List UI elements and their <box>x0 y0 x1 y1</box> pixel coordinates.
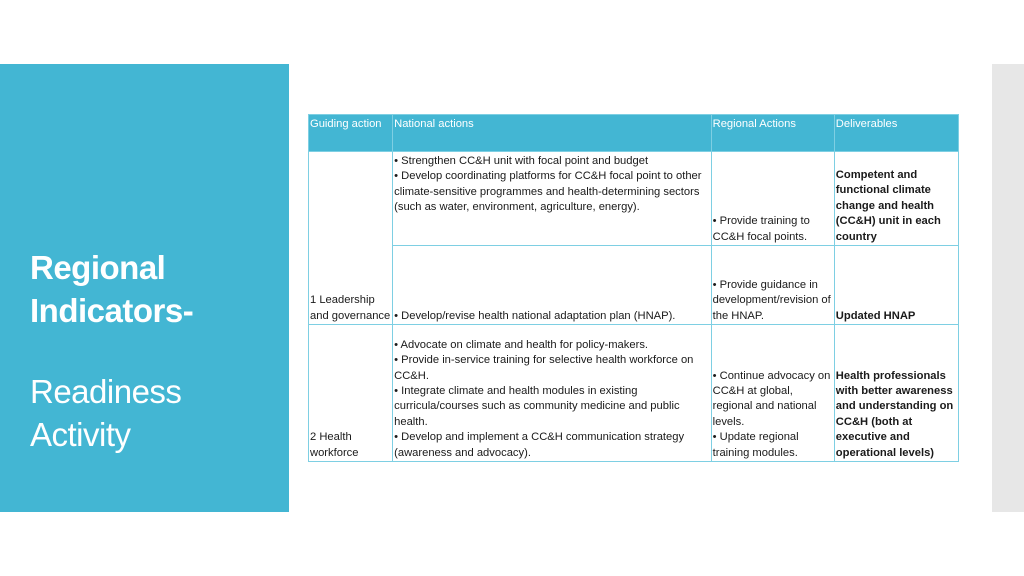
list-item: • Develop coordinating platforms for CC&H focal point to other climate-sensitive programmes and health-determining sectors (such as water, environment, agriculture, energy). <box>394 170 702 214</box>
list-item: • Develop and implement a CC&H communication strategy (awareness and advocacy). <box>394 431 685 459</box>
header-deliverables: Deliverables <box>834 115 958 152</box>
header-guiding-action: Guiding action <box>309 115 393 152</box>
cell-national-actions <box>393 152 711 246</box>
table-row <box>309 152 959 246</box>
slide-title-line2: Indicators- <box>30 292 194 329</box>
cell-national-actions <box>393 325 711 462</box>
cell-national-actions <box>393 246 711 325</box>
slide-subtitle-line2: Activity <box>30 416 131 453</box>
table-row <box>309 325 959 462</box>
list-item: • Develop/revise health national adaptation plan (HNAP). <box>394 309 676 322</box>
slide-subtitle <box>30 370 181 456</box>
list-item: • Provide in-service training for selective health workforce on CC&H. <box>394 354 694 382</box>
header-regional-actions: Regional Actions <box>711 115 834 152</box>
indicators-table <box>308 114 959 462</box>
list-item: • Strengthen CC&H unit with focal point and budget <box>394 155 649 167</box>
list-item: • Advocate on climate and health for policy-makers. <box>394 338 649 351</box>
table-header-row <box>309 115 959 152</box>
table-row <box>309 246 959 325</box>
cell-guiding-action: 2 Health workforce <box>309 325 393 462</box>
list-item: • Continue advocacy on CC&H at global, regional and national levels. <box>712 369 831 428</box>
cell-deliverable: Updated HNAP <box>834 246 958 325</box>
cell-regional-actions <box>711 152 834 246</box>
cell-guiding-action: 1 Leadership and governance <box>309 152 393 325</box>
slide-title <box>30 246 193 332</box>
list-item: • Provide guidance in development/revision of the HNAP. <box>712 278 831 322</box>
list-item: • Update regional training modules. <box>712 431 799 459</box>
list-item: • Integrate climate and health modules in existing curricula/courses such as community medicine and public health. <box>394 384 680 428</box>
cell-deliverable: Health professionals with better awareness and understanding on CC&H (both at executive and operational levels) <box>834 325 958 462</box>
list-item: • Provide training to CC&H focal points. <box>712 215 810 243</box>
cell-regional-actions <box>711 246 834 325</box>
cell-regional-actions <box>711 325 834 462</box>
cell-deliverable: Competent and functional climate change and health (CC&H) unit in each country <box>834 152 958 246</box>
header-national-actions: National actions <box>393 115 711 152</box>
scrollbar-strip <box>992 64 1024 512</box>
slide-subtitle-line1: Readiness <box>30 373 182 410</box>
title-panel <box>0 64 289 512</box>
slide-title-line1: Regional <box>30 249 166 286</box>
